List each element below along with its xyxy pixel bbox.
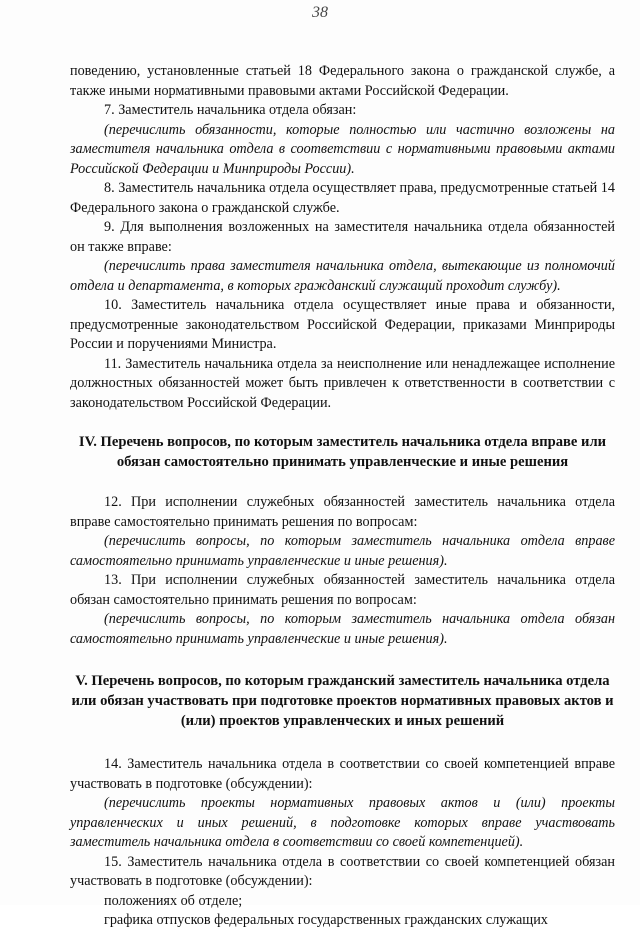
paragraph-9: 9. Для выполнения возложенных на заместителя начальника отдела обязанностей он также вправе: [70,219,615,255]
paragraph-9-note: (перечислить права заместителя начальника отдела, вытекающие из полномочий отдела и департамента, в которых гражданский служащий проходит службу). [70,258,615,294]
paragraph-12: 12. При исполнении служебных обязанностей заместитель начальника отдела вправе самостоятельно принимать решения по вопросам: [70,494,615,530]
page-number: 38 [312,4,328,21]
paragraph-13-note: (перечислить вопросы, по которым заместитель начальника отдела обязан самостоятельно принимать управленческие и иные решения). [70,611,615,647]
paragraph-continuation: поведению, установленные статьей 18 Федерального закона о гражданской службе, а также иными нормативными правовыми актами Российской Федерации. [70,63,615,99]
paragraph-15-item-1: положениях об отделе; [104,892,243,909]
paragraph-15-item-2: графика отпусков федеральных государственных гражданских служащих [104,912,548,928]
section-heading-5: V. Перечень вопросов, по которым гражданский заместитель начальника отдела или обязан участвовать при подготовке проектов нормативных правовых актов и (или) проектов управленческих и иных решений [71,673,614,729]
paragraph-11: 11. Заместитель начальника отдела за неисполнение или ненадлежащее исполнение должностных обязанностей может быть привлечен к ответственности в соответствии с законодательством Российской Федерации. [70,355,615,411]
paragraph-12-note: (перечислить вопросы, по которым заместитель начальника отдела вправе самостоятельно принимать управленческие и иные решения). [70,533,615,569]
paragraph-15: 15. Заместитель начальника отдела в соответствии со своей компетенцией обязан участвовать в подготовке (обсуждении): [70,853,615,889]
paragraph-14-note: (перечислить проекты нормативных правовых актов и (или) проекты управленческих и иных решений, в подготовке которых вправе участвовать заместитель начальника отдела в соответствии со своей компетенцией). [70,795,615,850]
section-heading-4: IV. Перечень вопросов, по которым заместитель начальника отдела вправе или обязан самостоятельно принимать управленческие и иные решения [78,434,607,470]
paragraph-13: 13. При исполнении служебных обязанностей заместитель начальника отдела обязан самостоятельно принимать решения по вопросам: [70,572,615,608]
paragraph-10: 10. Заместитель начальника отдела осуществляет иные права и обязанности, предусмотренные законодательством Российской Федерации, приказами Минприроды России и поручениями Министра. [70,297,615,352]
document-body [70,62,615,931]
paragraph-14: 14. Заместитель начальника отдела в соответствии со своей компетенцией вправе участвовать в подготовке (обсуждении): [70,756,615,792]
paragraph-7: 7. Заместитель начальника отдела обязан: [104,102,357,118]
paragraph-7-note: (перечислить обязанности, которые полностью или частично возложены на заместителя начальника отдела в соответствии с нормативными правовыми актами Российской Федерации и Минприроды России). [70,121,615,177]
paragraph-8: 8. Заместитель начальника отдела осуществляет права, предусмотренные статьей 14 Федерального закона о гражданской службе. [70,180,615,216]
